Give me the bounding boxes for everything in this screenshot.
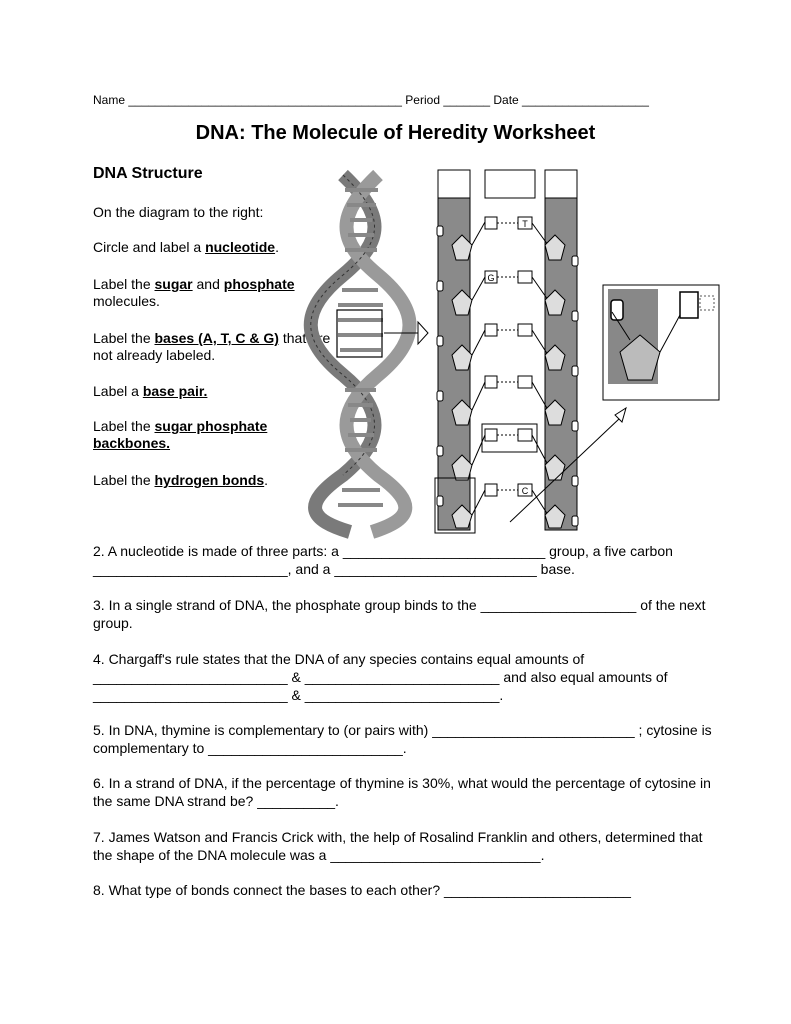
instruction-intro: On the diagram to the right: [93, 204, 264, 220]
base-label-c: C [521, 486, 529, 496]
name-period-date-line[interactable]: Name _________________________________________ Period _______ Date ___________________ [93, 93, 649, 107]
zoom-inset [603, 285, 719, 400]
instruction-backbones: Label the sugar phosphate backbones. [93, 418, 268, 451]
instruction-hydrogen-bonds: Label the hydrogen bonds. [93, 472, 269, 488]
question-8[interactable]: 8. What type of bonds connect the bases to each other? ________________________ [93, 882, 631, 898]
instruction-nucleotide: Circle and label a nucleotide. [93, 239, 279, 255]
base-label-t: T [522, 219, 528, 229]
instruction-sugar-phosphate: Label the sugar and phosphate molecules. [93, 276, 295, 309]
question-7[interactable]: 7. James Watson and Francis Crick with, the help of Rosalind Franklin and others, determined that the shape of the DNA molecule was a ___________________________. [93, 829, 703, 863]
section-title: DNA Structure [93, 165, 203, 182]
arrow-head [418, 322, 428, 344]
question-2[interactable]: 2. A nucleotide is made of three parts: a __________________________ group, a five carbon _________________________, and a __________________________ base. [93, 543, 673, 577]
instruction-bases: Label the bases (A, T, C & G) that are not already labeled. [93, 330, 331, 363]
question-3[interactable]: 3. In a single strand of DNA, the phosphate group binds to the ____________________ of the next group. [93, 597, 706, 631]
question-5[interactable]: 5. In DNA, thymine is complementary to (or pairs with) __________________________ ; cytosine is complementary to _________________________. [93, 722, 712, 756]
page-title: DNA: The Molecule of Heredity Worksheet [195, 122, 596, 144]
question-4[interactable]: 4. Chargaff's rule states that the DNA of any species contains equal amounts of _________________________ & _________________________ and also equal amounts of _________________________ & _________________________. [93, 651, 668, 703]
double-helix-illustration [311, 175, 410, 532]
instruction-base-pair: Label a base pair. [93, 383, 208, 399]
question-6[interactable]: 6. In a strand of DNA, if the percentage of thymine is 30%, what would the percentage of cytosine in the same DNA strand be? __________. [93, 775, 711, 809]
base-label-g: G [487, 273, 495, 283]
